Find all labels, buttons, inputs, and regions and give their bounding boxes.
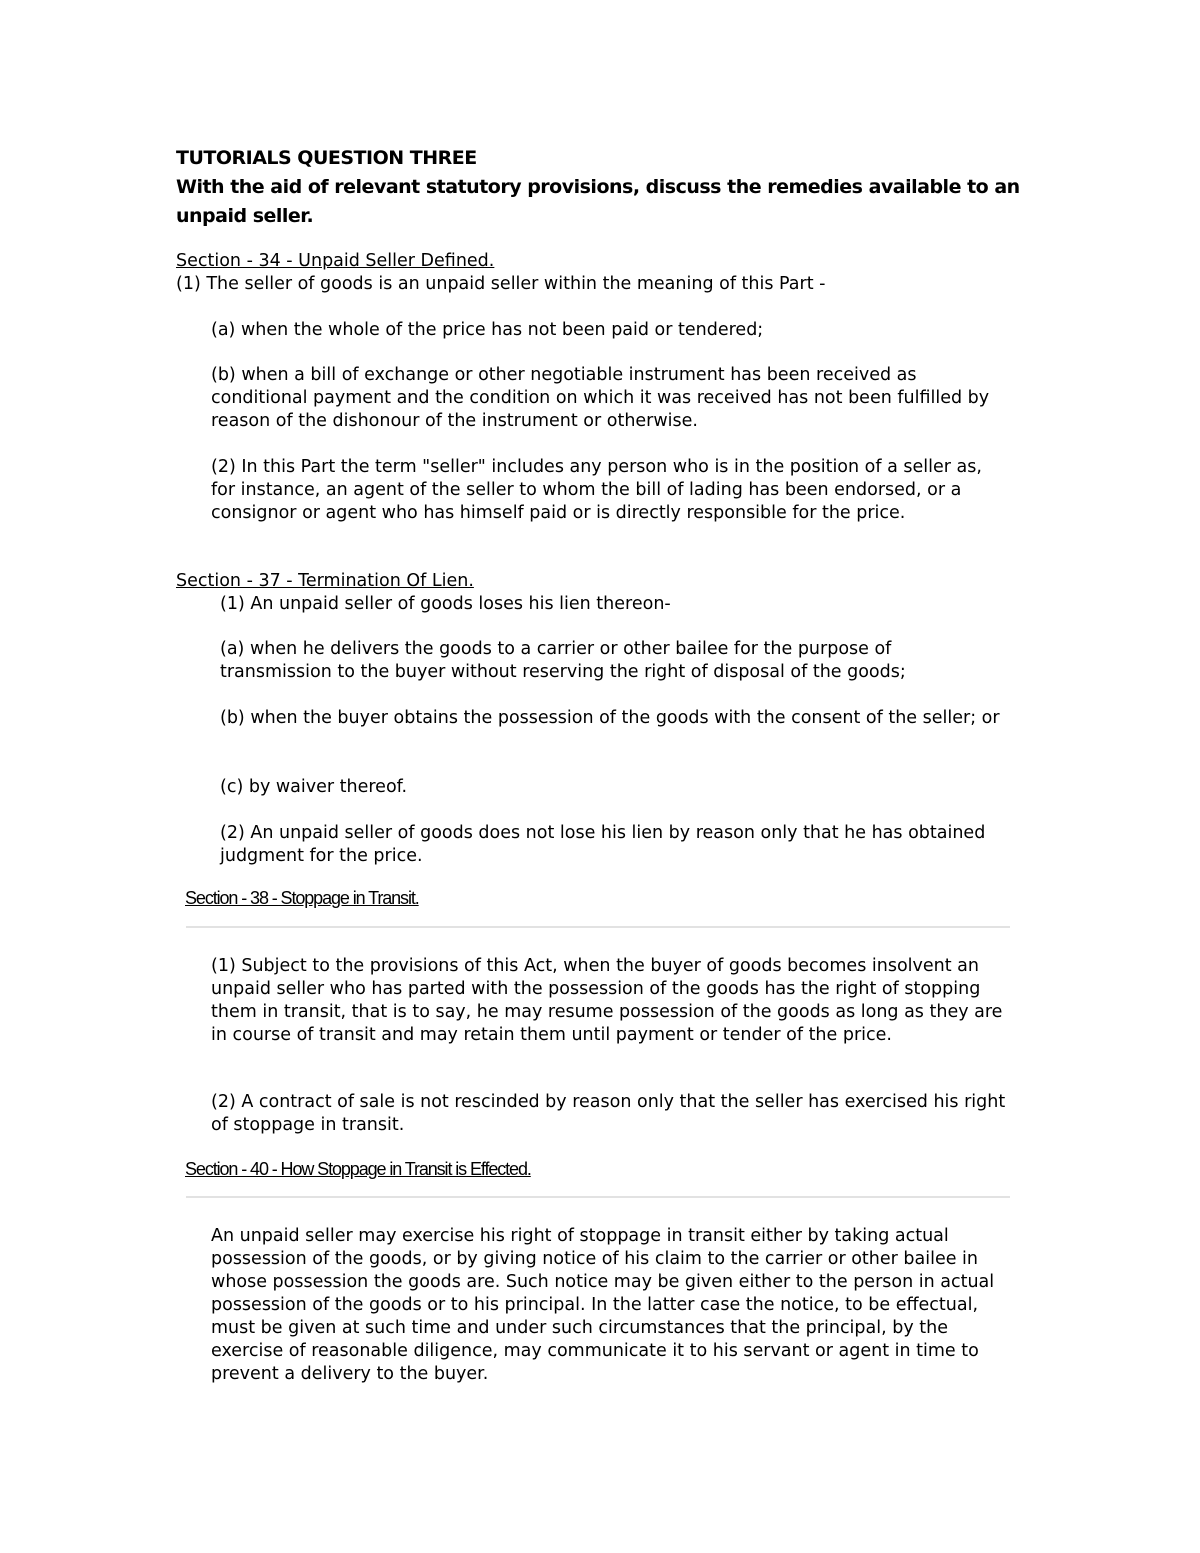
section-37-item-a: (a) when he delivers the goods to a carrier or other bailee for the purpose of transmission to the buyer without reserving the right of disposal of the goods; [220, 639, 906, 682]
section-37-para-1: (1) An unpaid seller of goods loses his lien thereon- [220, 594, 671, 614]
section-38-divider [186, 926, 1010, 928]
section-34-item-b: (b) when a bill of exchange or other negotiable instrument has been received as conditional payment and the condition on which it was received has not been fulfilled by reason of the dishonour of the instrument or otherwise. [211, 365, 990, 431]
section-37-item-c: (c) by waiver thereof. [220, 777, 408, 797]
section-37-para-2: (2) An unpaid seller of goods does not lose his lien by reason only that he has obtained judgment for the price. [220, 823, 986, 866]
title-line-1: TUTORIALS QUESTION THREE [176, 147, 477, 169]
document-title [176, 144, 1056, 231]
section-37-heading: Section - 37 - Termination Of Lien. [176, 571, 474, 591]
section-34-para-1: (1) The seller of goods is an unpaid seller within the meaning of this Part - [176, 274, 826, 294]
section-34-para-2: (2) In this Part the term "seller" includes any person who is in the position of a seller as, for instance, an agent of the seller to whom the bill of lading has been endorsed, or a consignor or agent who has himself paid or is directly responsible for the price. [211, 457, 982, 523]
section-40-heading: Section - 40 - How Stoppage in Transit is Effected. [185, 1159, 531, 1179]
section-40-divider [186, 1196, 1010, 1198]
section-38-para-1: (1) Subject to the provisions of this Act, when the buyer of goods becomes insolvent an unpaid seller who has parted with the possession of the goods has the right of stopping them in transit, that is to say, he may resume possession of the goods as long as they are in course of transit and may retain them until payment or tender of the price. [211, 956, 1003, 1045]
section-34-heading: Section - 34 - Unpaid Seller Defined. [176, 251, 495, 271]
question-text: With the aid of relevant statutory provisions, discuss the remedies available to an unpaid seller. [176, 176, 1020, 227]
section-34-item-a: (a) when the whole of the price has not been paid or tendered; [211, 320, 764, 340]
section-38-heading: Section - 38 - Stoppage in Transit. [185, 888, 419, 908]
section-37-item-b: (b) when the buyer obtains the possession of the goods with the consent of the seller; or [220, 708, 1000, 728]
section-38-para-2: (2) A contract of sale is not rescinded by reason only that the seller has exercised his right of stoppage in transit. [211, 1092, 1006, 1135]
section-40-para-1: An unpaid seller may exercise his right of stoppage in transit either by taking actual possession of the goods, or by giving notice of his claim to the carrier or other bailee in whose possession the goods are. Such notice may be given either to the person in actual possession of the goods or to his principal. In the latter case the notice, to be effectual, must be given at such time and under such circumstances that the principal, by the exercise of reasonable diligence, may communicate it to his servant or agent in time to prevent a delivery to the buyer. [211, 1226, 995, 1384]
